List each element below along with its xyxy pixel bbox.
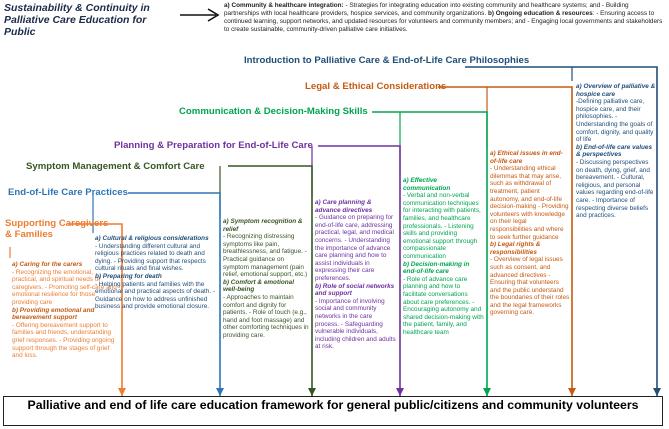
symptom-sub1: a) Symptom recognition & relief xyxy=(223,218,303,233)
planning-sub2: b) Role of social networks and support xyxy=(315,282,395,298)
symptom-sub2: b) Comfort & emotional well-being xyxy=(223,278,295,294)
heading-symptom: Symptom Management & Comfort Care xyxy=(26,161,205,172)
column-symptom xyxy=(223,218,309,340)
practices-sub2: b) Preparing for death xyxy=(95,272,162,280)
practices-body2: - Helping patients and families with the emotional and practical aspects of death. - Guidance on how to address unfinished business and provide emotional closure. xyxy=(95,280,216,311)
intro-sub1: a) Overview of palliative & hospice care xyxy=(576,83,656,98)
communication-body2: - Role of advance care planning and how to facilitate conversations about care preferences. - Encouraging autonomy and shared decision-making with the patient, family, and healthcare team xyxy=(403,275,484,336)
legal-sub2: b) Legal rights & responsibilities xyxy=(490,241,541,256)
diagram-title: Sustainability & Continuity in Palliative Care Education for Public xyxy=(4,2,150,38)
planning-sub1: a) Care planning & advance directives xyxy=(315,199,373,214)
communication-body1: - Verbal and non-verbal communication techniques for interacting with patients, families, and healthcare professionals. - Listening skills and providing emotional support through compassionate communication xyxy=(403,192,481,260)
integration-lead: a) Community & healthcare integration: xyxy=(224,2,344,9)
symptom-body1: - Recognizing distressing symptoms like pain, breathlessness, and fatigue. - Practical guidance on symptom management (pain relief, emotional support, etc.) xyxy=(223,233,308,279)
framework-title-box: Palliative and end of life care education framework for general public/citizens and community volunteers xyxy=(3,396,663,426)
caregivers-sub2: b) Providing emotional and bereavement support xyxy=(12,306,95,322)
caregivers-body2: - Offering bereavement support to families and friends, understanding grief responses. - Providing ongoing support through the stages of grief and loss. xyxy=(12,321,115,360)
heading-caregivers: Supporting Caregivers & Families xyxy=(5,218,109,240)
column-legal xyxy=(490,150,570,317)
legal-sub1: a) Ethical issues in end-of-life care xyxy=(490,150,563,165)
communication-sub2: b) Decision-making in end-of-life care xyxy=(403,260,470,276)
intro-body2: - Discussing perspectives on death, dying, grief, and bereavement. - Cultural, religious, and personal values regarding end-of-life care. - Importance of respecting diverse beliefs and practices. xyxy=(576,158,654,220)
caregivers-body1: - Recognizing the emotional, practical, and spiritual needs of caregivers. - Promoting self-care and emotional resilience for those providing care xyxy=(12,268,117,306)
heading-legal: Legal & Ethical Considerations xyxy=(305,81,447,92)
communication-sub1: a) Effective communication xyxy=(403,177,451,192)
caregivers-sub1: a) Caring for the carers xyxy=(12,261,83,268)
intro-sub2: b) End-of-life care values & perspectives xyxy=(576,143,652,159)
heading-planning: Planning & Preparation for End-of-Life Care xyxy=(114,140,313,151)
legal-body2: - Overview of legal issues such as consent, and advanced directives - Ensuring that volunteers and the public understand the boundaries of their roles and the legal frameworks governing care. xyxy=(490,256,570,317)
ongoing-lead: b) Ongoing education & resources xyxy=(487,10,593,17)
symptom-body2: - Approaches to maintain comfort and dignity for patients. - Role of touch (e.g., hand and foot massage) and other comforting techniques in providing care. xyxy=(223,293,309,339)
integration-body: - Strategies for integrating education into existing community and healthcare systems; and - Building partnerships with local healthcare providers, hospice services, and community organizations. xyxy=(224,2,629,17)
intro-body1: -Defining palliative care, hospice care, and their philosophies. - Understanding the goals of comfort, dignity, and quality of life xyxy=(576,98,654,144)
planning-body1: - Guidance on preparing for end-of-life care, addressing practical, legal, and medical concerns. - Understanding the importance of advance care planning and how to assist individuals in expressing their care preferences. xyxy=(315,214,394,282)
planning-body2: - Importance of involving social and community networks in the care process. - Safeguarding vulnerable individuals, including children and adults at risk. xyxy=(315,297,396,351)
column-planning xyxy=(315,199,397,351)
column-intro xyxy=(576,83,656,220)
practices-sub1: a) Cultural & religious considerations xyxy=(95,235,209,242)
ongoing-body: : - Ensuring access to continued learning, support networks, and updated resources for volunteers and community members; and - Engaging local governments and stakeholders to create sustainable, community-driven palliative care initiatives. xyxy=(224,10,663,33)
heading-practices: End-of-Life Care Practices xyxy=(8,187,128,198)
column-practices xyxy=(95,235,217,311)
practices-body1: - Understanding different cultural and religious practices related to death and dying. - Providing support that respects cultural rituals and final wishes. xyxy=(95,242,206,273)
heading-communication: Communication & Decision-Making Skills xyxy=(179,106,368,117)
heading-intro: Introduction to Palliative Care & End-of-Life Care Philosophies xyxy=(244,55,530,66)
legal-body1: - Understanding ethical dilemmas that may arise, such as withdrawal of treatment, patient autonomy, and end-of-life decision-making - Providing volunteers with knowledge on their legal responsibilities and where to seek further guidance xyxy=(490,165,569,241)
column-communication xyxy=(403,177,484,336)
